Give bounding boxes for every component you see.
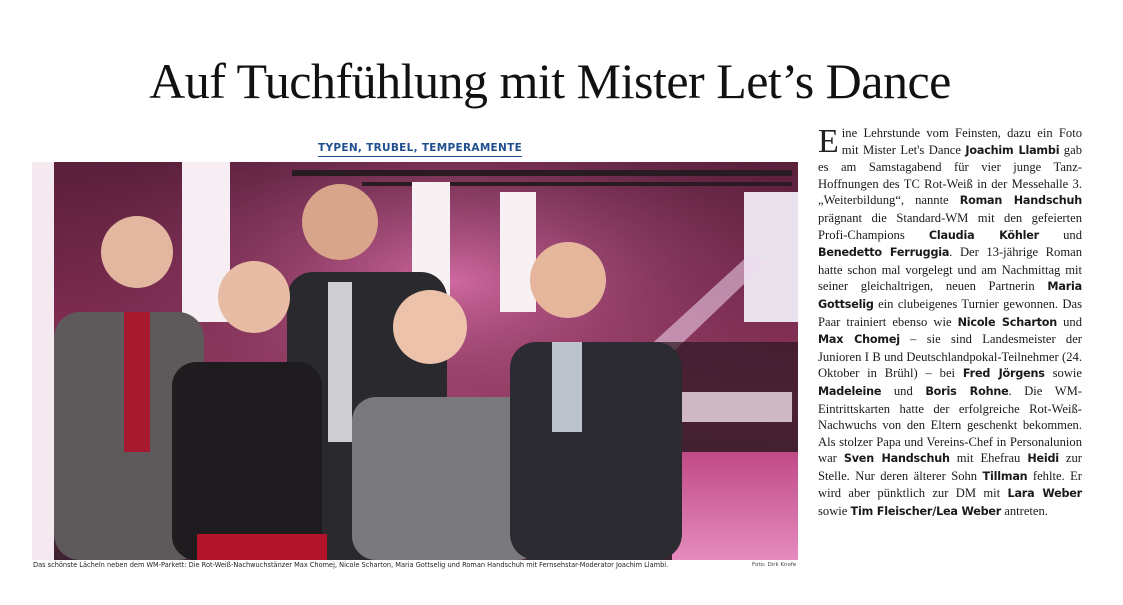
article-text-segment: ein clubeigenes Turnier gewonnen. Das Paar trainiert ebenso wie <box>818 296 1082 329</box>
article-text-segment: . Die WM-Eintrittskarten hatte der erfolgreiche Rot-Weiß-Nachwuchs von den Eltern geschenkt bekommen. Als stolzer Papa und Vereins-Chef in Personalunion war <box>818 383 1082 466</box>
article-name-highlight: Tim Fleischer/Lea Weber <box>850 505 1002 519</box>
article-name-highlight: Fred Jörgens <box>962 367 1045 381</box>
article-text-segment: sowie <box>1044 366 1083 381</box>
article-name-highlight: Maria Gottselig <box>818 280 1082 311</box>
article-text-segment: zur Stelle. Nur deren älterer Sohn <box>818 451 1083 483</box>
article-name-highlight: Lara Weber <box>1007 487 1082 501</box>
drop-cap: E <box>818 123 839 160</box>
article-name-highlight: Benedetto Ferruggia <box>818 246 950 260</box>
article-name-highlight: Boris Rohne <box>925 384 1009 398</box>
article-name-highlight: Nicole Scharton <box>957 315 1058 329</box>
article-name-highlight: Max Chomej <box>818 333 900 347</box>
article-text-segment: und <box>1057 314 1082 329</box>
article-name-highlight: Sven Handschuh <box>843 452 950 466</box>
article-body <box>818 125 1082 521</box>
photo <box>32 162 798 560</box>
photo-caption: Das schönste Lächeln neben dem WM-Parkett: Die Rot-Weiß-Nachwuchstänzer Max Chomej, Nicole Scharton, Maria Gottselig und Roman Handschuh mit Fernsehstar-Moderator Joachim Llambi. <box>33 561 669 569</box>
article-name-highlight: Tillman <box>982 469 1028 483</box>
article-text-segment: ine Lehrstunde vom Feinsten, dazu ein Foto mit Mister Let's Dance <box>841 126 1082 157</box>
article-text-segment: sowie <box>818 504 851 519</box>
article-text-segment: antreten. <box>1001 504 1048 519</box>
article-text-segment: mit Ehefrau <box>949 451 1028 466</box>
article-name-highlight: Madeleine <box>818 384 882 398</box>
article-text-segment: gab es am Samstagabend für vier junge Tanz-Hoffnungen des TC Rot-Weiß in der Messehalle 3. „Weiterbildung“, nannte <box>818 142 1082 208</box>
article-text-segment: fehlte. Er wird aber pünktlich zur DM mit <box>818 468 1082 501</box>
article-name-highlight: Roman Handschuh <box>959 194 1082 208</box>
article-text <box>818 123 1083 519</box>
article-text-segment: – sie sind Landesmeister der Junioren I B und Deutschlandpokal-Teilnehmer (24. Oktober in Brühl) – bei <box>818 332 1082 381</box>
article-name-highlight: Heidi <box>1027 452 1059 466</box>
article-text-segment: und <box>1038 227 1083 242</box>
article-text-segment: . Der 13-jährige Roman hatte schon mal vorgelegt und am Nachmittag mit seiner gleichaltrigen, neuen Partnerin <box>818 245 1083 294</box>
photo-illustration <box>32 162 798 560</box>
article-text-segment: und <box>881 383 926 398</box>
headline: Auf Tuchfühlung mit Mister Let’s Dance <box>149 53 951 109</box>
article-text-segment: prägnant die Standard-WM mit den gefeierten Profi-Champions <box>818 210 1082 242</box>
kicker-label: TYPEN, TRUBEL, TEMPERAMENTE <box>318 142 522 157</box>
article-name-highlight: Joachim Llambi <box>965 143 1060 157</box>
article-name-highlight: Claudia Köhler <box>928 228 1039 242</box>
photo-credit: Foto: Dirk Knofe <box>752 562 797 568</box>
